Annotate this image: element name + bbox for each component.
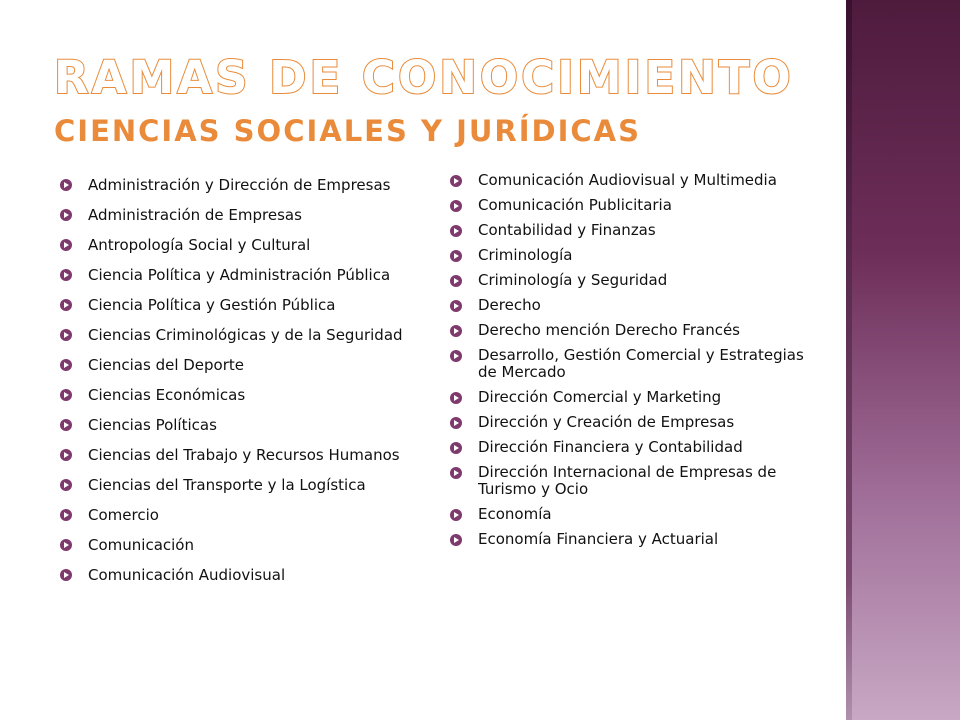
list-item-label: Administración y Dirección de Empresas	[88, 176, 391, 194]
list-item	[450, 531, 820, 548]
list-item	[60, 355, 405, 375]
circled-arrow-bullet-icon	[450, 534, 462, 546]
list-item	[60, 505, 405, 525]
circled-arrow-bullet-icon	[450, 300, 462, 312]
circled-arrow-bullet-icon	[60, 179, 72, 191]
list-item-label: Comunicación Publicitaria	[478, 196, 672, 214]
list-item-label: Derecho	[478, 296, 541, 314]
circled-arrow-bullet-icon	[450, 417, 462, 429]
list-item-label: Derecho mención Derecho Francés	[478, 321, 740, 339]
circled-arrow-bullet-icon	[450, 275, 462, 287]
list-item-label: Comunicación	[88, 536, 194, 554]
circled-arrow-bullet-icon	[450, 442, 462, 454]
circled-arrow-bullet-icon	[60, 539, 72, 551]
circled-arrow-bullet-icon	[60, 449, 72, 461]
circled-arrow-bullet-icon	[450, 325, 462, 337]
list-item-label: Antropología Social y Cultural	[88, 236, 311, 254]
list-item	[60, 235, 405, 255]
list-item	[450, 297, 820, 314]
list-item-label: Economía Financiera y Actuarial	[478, 530, 719, 548]
list-item	[450, 389, 820, 406]
list-item-label: Economía	[478, 505, 552, 523]
circled-arrow-bullet-icon	[60, 509, 72, 521]
list-item-label: Criminología y Seguridad	[478, 271, 668, 289]
list-item	[450, 172, 820, 189]
list-item-label: Desarrollo, Gestión Comercial y Estrategias de Mercado	[478, 346, 804, 381]
circled-arrow-bullet-icon	[60, 209, 72, 221]
list-item-label: Administración de Empresas	[88, 206, 302, 224]
list-item	[450, 247, 820, 264]
circled-arrow-bullet-icon	[450, 509, 462, 521]
circled-arrow-bullet-icon	[450, 200, 462, 212]
list-item-label: Comunicación Audiovisual	[88, 566, 286, 584]
list-item-label: Dirección y Creación de Empresas	[478, 413, 735, 431]
circled-arrow-bullet-icon	[60, 299, 72, 311]
list-item-label: Comunicación Audiovisual y Multimedia	[478, 171, 777, 189]
circled-arrow-bullet-icon	[450, 250, 462, 262]
list-item	[60, 325, 405, 345]
list-item	[60, 385, 405, 405]
list-item	[450, 272, 820, 289]
list-item	[60, 175, 405, 195]
list-item	[450, 322, 820, 339]
list-item-label: Dirección Internacional de Empresas de Turismo y Ocio	[478, 463, 777, 498]
list-item-label: Ciencias Políticas	[88, 416, 217, 434]
left-degree-list	[60, 175, 405, 595]
circled-arrow-bullet-icon	[450, 467, 462, 479]
list-item	[60, 565, 405, 585]
list-item	[450, 464, 820, 498]
circled-arrow-bullet-icon	[60, 569, 72, 581]
list-item-label: Ciencias del Trabajo y Recursos Humanos	[88, 446, 400, 464]
list-item	[60, 295, 405, 315]
list-item	[450, 414, 820, 431]
list-item-label: Ciencias Criminológicas y de la Seguridad	[88, 326, 403, 344]
list-item	[450, 347, 820, 381]
list-item	[60, 205, 405, 225]
circled-arrow-bullet-icon	[60, 479, 72, 491]
list-item	[60, 475, 405, 495]
list-item-label: Criminología	[478, 246, 573, 264]
circled-arrow-bullet-icon	[450, 225, 462, 237]
list-item-label: Contabilidad y Finanzas	[478, 221, 656, 239]
list-item-label: Dirección Comercial y Marketing	[478, 388, 722, 406]
list-item-label: Comercio	[88, 506, 159, 524]
list-item	[60, 415, 405, 435]
decorative-side-band	[846, 0, 960, 720]
slide-subtitle: CIENCIAS SOCIALES Y JURÍDICAS	[54, 114, 642, 148]
list-item	[450, 222, 820, 239]
list-item-label: Ciencia Política y Administración Pública	[88, 266, 391, 284]
circled-arrow-bullet-icon	[60, 389, 72, 401]
list-item-label: Ciencias del Transporte y la Logística	[88, 476, 366, 494]
list-item-label: Dirección Financiera y Contabilidad	[478, 438, 743, 456]
list-item-label: Ciencias del Deporte	[88, 356, 245, 374]
list-item	[450, 197, 820, 214]
circled-arrow-bullet-icon	[450, 350, 462, 362]
right-degree-list	[450, 172, 820, 556]
list-item	[60, 445, 405, 465]
list-item-label: Ciencia Política y Gestión Pública	[88, 296, 336, 314]
circled-arrow-bullet-icon	[60, 239, 72, 251]
circled-arrow-bullet-icon	[60, 359, 72, 371]
list-item-label: Ciencias Económicas	[88, 386, 246, 404]
list-item	[450, 506, 820, 523]
circled-arrow-bullet-icon	[450, 175, 462, 187]
circled-arrow-bullet-icon	[60, 329, 72, 341]
list-item	[450, 439, 820, 456]
list-item	[60, 265, 405, 285]
circled-arrow-bullet-icon	[450, 392, 462, 404]
circled-arrow-bullet-icon	[60, 419, 72, 431]
list-item	[60, 535, 405, 555]
circled-arrow-bullet-icon	[60, 269, 72, 281]
slide-title: RAMAS DE CONOCIMIENTO	[54, 51, 794, 104]
